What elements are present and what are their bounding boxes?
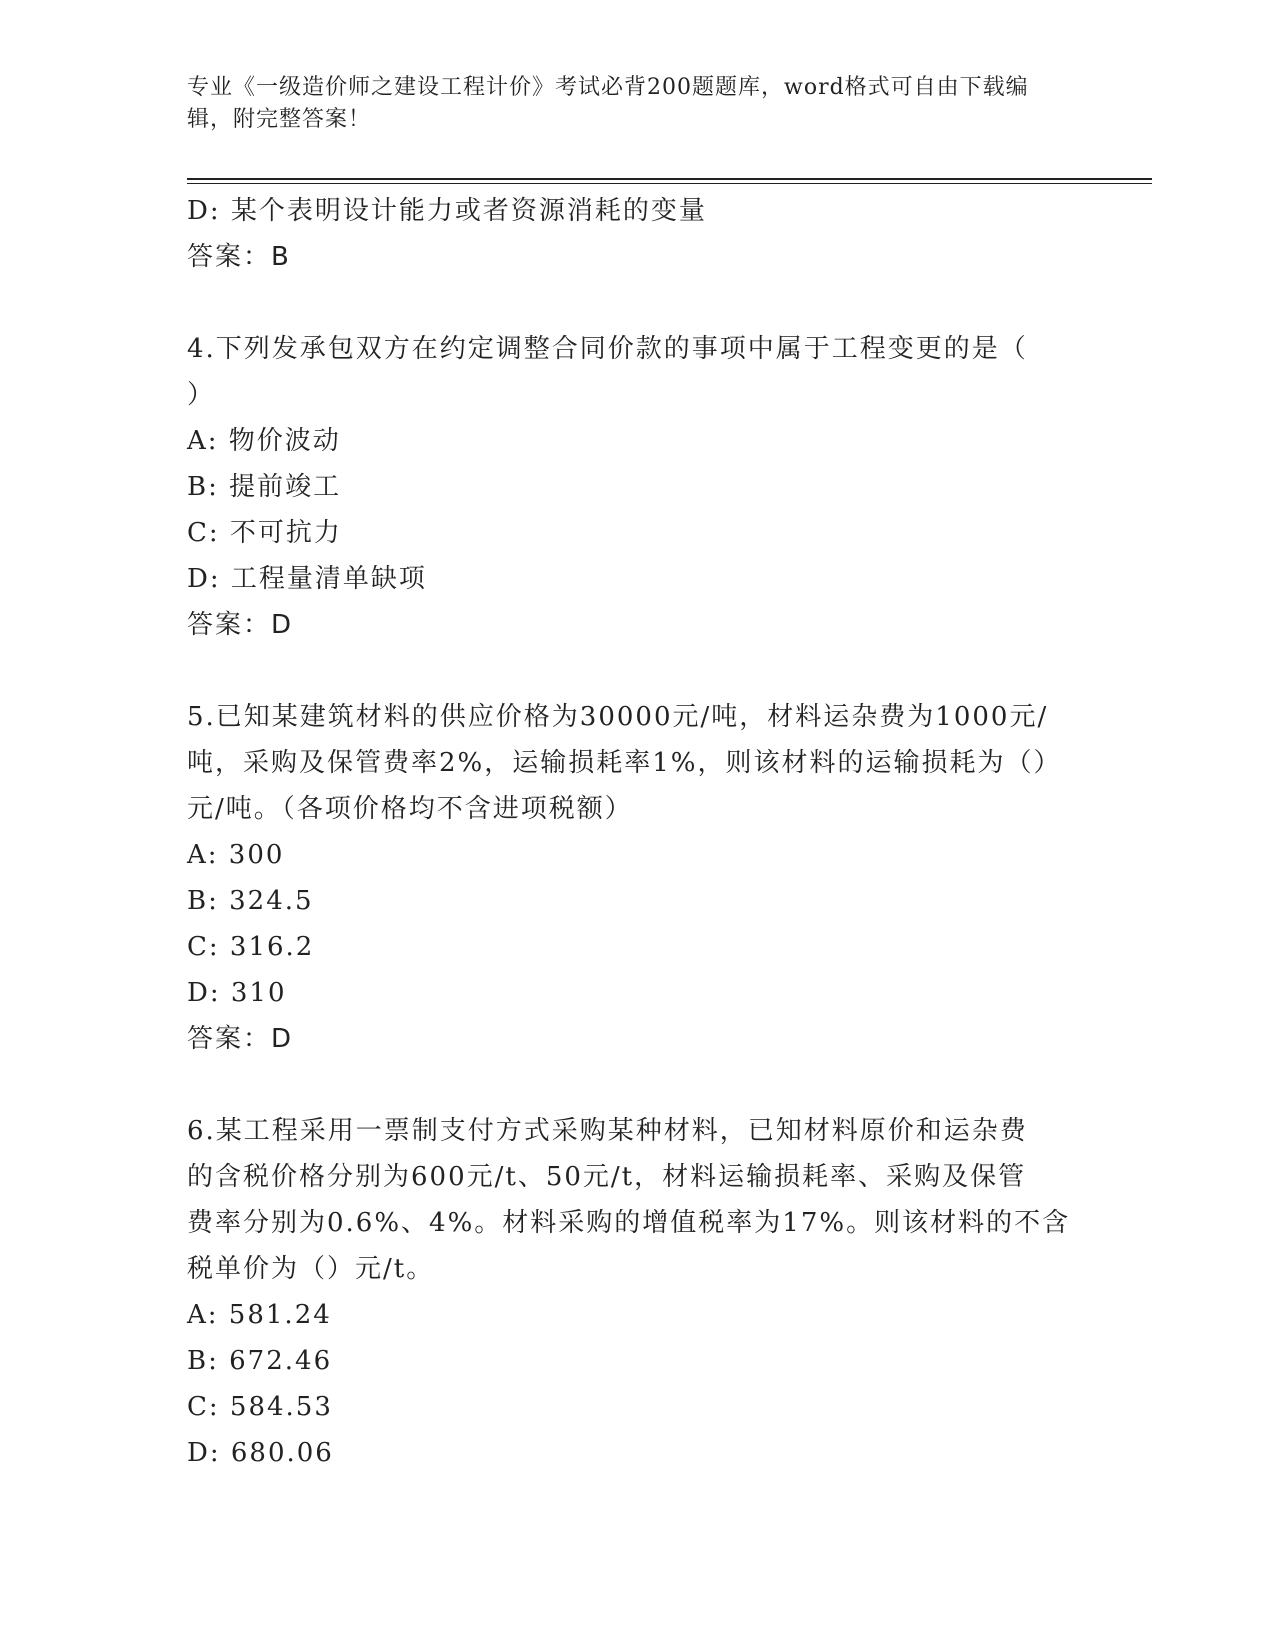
question-6 [187,1108,1087,1476]
question-4 [187,326,1087,648]
prev-answer: 答案：B [187,242,291,272]
option-b: B: 提前竣工 [187,472,342,502]
option-d: D: 680.06 [187,1438,334,1468]
question-text-line: 费率分别为0.6%、4%。材料采购的增值税率为17%。则该材料的不含 [187,1208,1071,1238]
question-text-line: ） [187,380,216,410]
option-b: B: 672.46 [187,1346,333,1376]
question-content [187,188,1087,1476]
option-a: A: 300 [187,840,285,870]
question-5 [187,694,1087,1062]
page-header: 专业《一级造价师之建设工程计价》考试必背200题题库，word格式可自由下载编辑，附完整答案！ [187,75,1029,132]
answer: 答案：D [187,1024,294,1054]
option-a: A: 物价波动 [187,426,341,456]
answer: 答案：D [187,610,294,640]
question-text-line: 6.某工程采用一票制支付方式采购某种材料，已知材料原价和运杂费 [187,1116,1028,1146]
option-d: D: 工程量清单缺项 [187,564,427,594]
question-text-line: 吨，采购及保管费率2%，运输损耗率1%，则该材料的运输损耗为（） [187,748,1062,778]
option-a: A: 581.24 [187,1300,332,1330]
header-divider-thick [187,178,1152,180]
option-c: C: 不可抗力 [187,518,342,548]
question-text-line: 的含税价格分别为600元/t、50元/t，材料运输损耗率、采购及保管 [187,1162,1027,1192]
option-c: C: 316.2 [187,932,315,962]
question-text-line: 元/吨。（各项价格均不含进项税额） [187,794,633,824]
prev-option-d: D: 某个表明设计能力或者资源消耗的变量 [187,196,707,226]
question-text-line: 4.下列发承包双方在约定调整合同价款的事项中属于工程变更的是（ [187,334,1028,364]
header-divider-thin [187,183,1152,184]
option-c: C: 584.53 [187,1392,333,1422]
question-text-line: 5.已知某建筑材料的供应价格为30000元/吨，材料运杂费为1000元/ [187,702,1049,732]
option-d: D: 310 [187,978,287,1008]
question-text-line: 税单价为（）元/t。 [187,1254,435,1284]
option-b: B: 324.5 [187,886,314,916]
